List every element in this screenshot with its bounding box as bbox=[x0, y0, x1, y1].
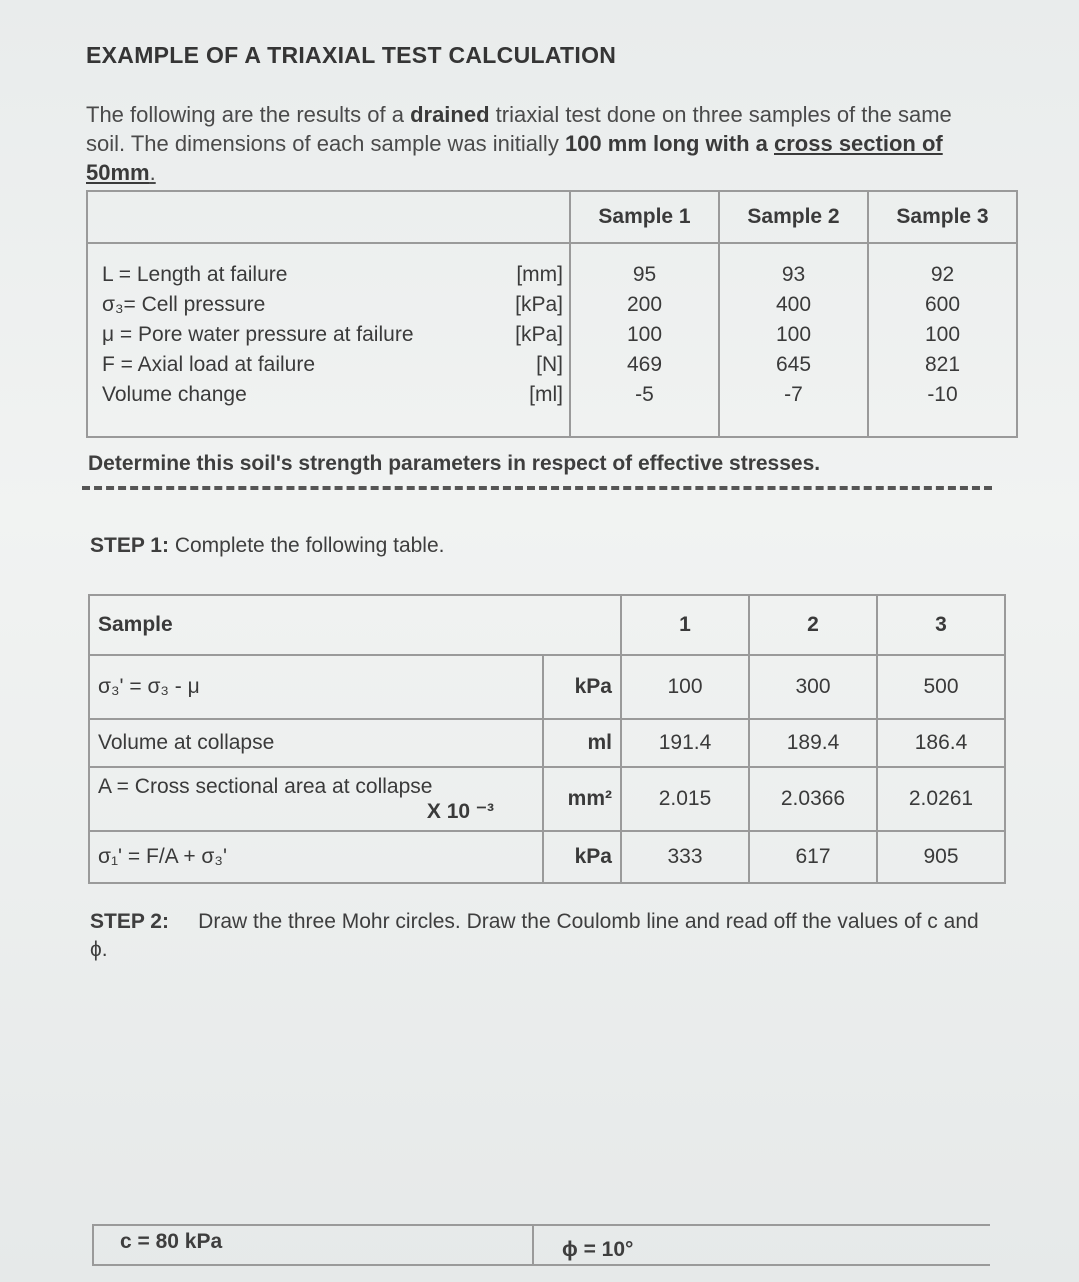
calc-cell: 2.0366 bbox=[749, 767, 877, 831]
calculation-table bbox=[88, 594, 1006, 884]
friction-angle-answer: ϕ = 10° bbox=[532, 1226, 633, 1264]
calc-label-sigma3: σ₃' = σ₃ - μ bbox=[89, 655, 543, 719]
page-title: EXAMPLE OF A TRIAXIAL TEST CALCULATION bbox=[86, 42, 617, 68]
calc-unit-sigma3: kPa bbox=[543, 655, 621, 719]
step-1: STEP 1: Complete the following table. bbox=[90, 534, 445, 557]
results-header-blank bbox=[87, 191, 570, 243]
calc-header-2: 2 bbox=[749, 595, 877, 655]
calc-cell: 186.4 bbox=[877, 719, 1005, 767]
calc-label-volume: Volume at collapse bbox=[89, 719, 543, 767]
results-col-sample-2: 93 400 100 645 -7 bbox=[719, 243, 868, 437]
calc-unit-sigma1: kPa bbox=[543, 831, 621, 883]
calc-cell: 100 bbox=[621, 655, 749, 719]
calc-cell: 300 bbox=[749, 655, 877, 719]
calc-cell: 191.4 bbox=[621, 719, 749, 767]
calc-header-sample: Sample bbox=[89, 595, 621, 655]
results-header-sample-2: Sample 2 bbox=[719, 191, 868, 243]
calc-cell: 333 bbox=[621, 831, 749, 883]
calc-cell: 500 bbox=[877, 655, 1005, 719]
intro-paragraph: The following are the results of a drained triaxial test done on three samples of the same soil. The dimensions of each sample was initially 100 mm long with a cross section of 50mm. bbox=[86, 102, 952, 185]
results-col-sample-3: 92 600 100 821 -10 bbox=[868, 243, 1017, 437]
results-table bbox=[86, 190, 1018, 438]
calc-label-area: A = Cross sectional area at collapse X 10 ⁻³ bbox=[89, 767, 543, 831]
calc-cell: 617 bbox=[749, 831, 877, 883]
calc-unit-volume: ml bbox=[543, 719, 621, 767]
calc-cell: 2.015 bbox=[621, 767, 749, 831]
task-statement: Determine this soil's strength parameters in respect of effective stresses. bbox=[88, 452, 821, 475]
calc-unit-area: mm² bbox=[543, 767, 621, 831]
step-2: STEP 2: Draw the three Mohr circles. Draw the Coulomb line and read off the values of c and ϕ. bbox=[90, 910, 979, 961]
results-header-sample-3: Sample 3 bbox=[868, 191, 1017, 243]
results-labels: L = Length at failure [mm] σ₃= Cell pressure [kPa] μ = Pore water pressure at failure [kPa] F = Axial load at failure [N] Volume change [ml] bbox=[87, 243, 570, 437]
calc-cell: 2.0261 bbox=[877, 767, 1005, 831]
calc-header-1: 1 bbox=[621, 595, 749, 655]
answer-box bbox=[92, 1224, 990, 1266]
cohesion-answer: c = 80 kPa bbox=[120, 1230, 223, 1253]
results-col-sample-1: 95 200 100 469 -5 bbox=[570, 243, 719, 437]
calc-cell: 905 bbox=[877, 831, 1005, 883]
calc-cell: 189.4 bbox=[749, 719, 877, 767]
calc-header-3: 3 bbox=[877, 595, 1005, 655]
results-header-sample-1: Sample 1 bbox=[570, 191, 719, 243]
calc-label-sigma1: σ₁' = F/A + σ₃' bbox=[89, 831, 543, 883]
dashed-divider bbox=[82, 486, 992, 490]
